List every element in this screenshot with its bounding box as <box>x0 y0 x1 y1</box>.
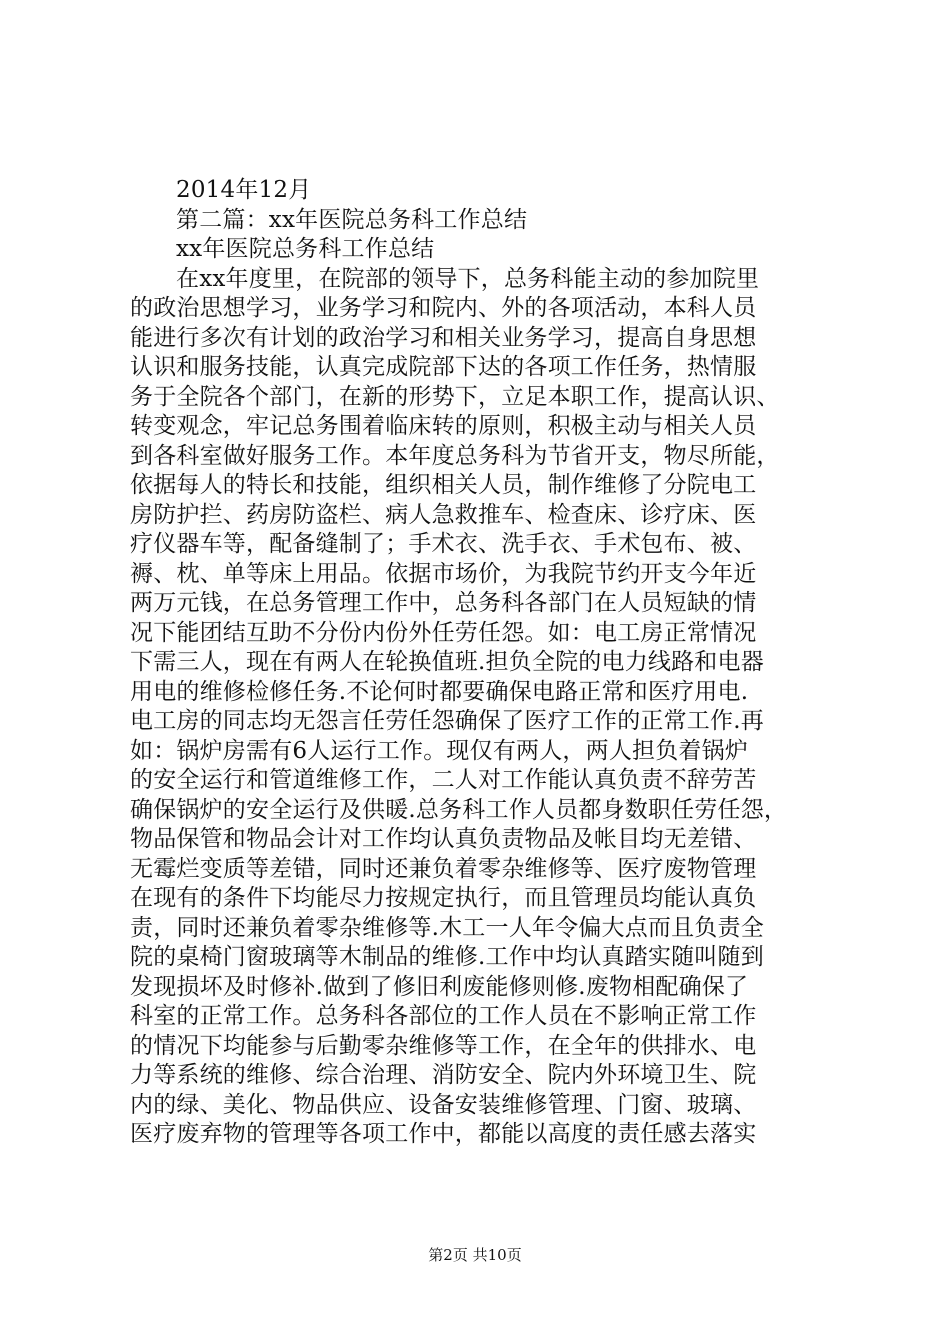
body-line: 到各科室做好服务工作。本年度总务科为节省开支，物尽所能， <box>130 442 780 469</box>
body-line: 况下能团结互助不分份内份外任劳任怨。如：电工房正常情况 <box>130 619 757 646</box>
body-line: 的政治思想学习，业务学习和院内、外的各项活动，本科人员 <box>130 295 757 321</box>
body-line: 用电的维修检修任务.不论何时都要确保电路正常和医疗用电. <box>130 678 749 705</box>
body-line: 认识和服务技能，认真完成院部下达的各项工作任务，热情服 <box>130 354 757 380</box>
body-line: 褥、枕、单等床上用品。依据市场价，为我院节约开支今年近 <box>130 560 757 587</box>
body-line: 无霉烂变质等差错，同时还兼负着零杂维修等、医疗废物管理 <box>130 855 757 882</box>
body-line: 下需三人，现在有两人在轮换值班.担负全院的电力线路和电器 <box>130 649 764 675</box>
body-line: 能进行多次有计划的政治学习和相关业务学习，提高自身思想 <box>130 324 757 351</box>
body-line: 电工房的同志均无怨言任劳任怨确保了医疗工作的正常工作.再 <box>130 708 764 734</box>
document-body <box>130 176 830 1150</box>
date-line: 2014年12月 <box>176 177 312 203</box>
body-line: 责，同时还兼负着零杂维修等.木工一人年令偏大点而且负责全 <box>130 914 764 941</box>
body-line: 医疗废弃物的管理等各项工作中，都能以高度的责任感去落实 <box>130 1121 757 1147</box>
body-line: 的情况下均能参与后勤零杂维修等工作，在全年的供排水、电 <box>130 1032 757 1059</box>
body-line: 科室的正常工作。总务科各部位的工作人员在不影响正常工作 <box>130 1003 757 1029</box>
body-line: 如：锅炉房需有6人运行工作。现仅有两人，两人担负着锅炉 <box>130 737 749 764</box>
body-line: 的安全运行和管道维修工作，二人对工作能认真负责不辞劳苦 <box>130 767 757 793</box>
body-line: 疗仪器车等，配备缝制了；手术衣、洗手衣、手术包布、被、 <box>130 531 757 557</box>
body-line: 物品保管和物品会计对工作均认真负责物品及帐目均无差错、 <box>130 826 757 852</box>
body-line: 发现损坏及时修补.做到了修旧利废能修则修.废物相配确保了 <box>130 973 749 1000</box>
body-paragraph <box>130 265 830 1150</box>
body-line: 确保锅炉的安全运行及供暖.总务科工作人员都身数职任劳任怨， <box>130 796 788 823</box>
body-line: 依据每人的特长和技能，组织相关人员，制作维修了分院电工 <box>130 472 757 498</box>
body-line: 在xx年度里，在院部的领导下，总务科能主动的参加院里 <box>176 265 760 292</box>
body-line: 内的绿、美化、物品供应、设备安装维修管理、门窗、玻璃、 <box>130 1091 757 1118</box>
body-line: 务于全院各个部门，在新的形势下，立足本职工作，提高认识、 <box>130 383 780 410</box>
chapter-heading: 第二篇：xx年医院总务科工作总结 <box>176 206 528 233</box>
body-line: 力等系统的维修、综合治理、消防安全、院内外环境卫生、院 <box>130 1062 757 1088</box>
document-title: xx年医院总务科工作总结 <box>176 236 435 262</box>
body-line: 房防护拦、药房防盗栏、病人急救推车、检查床、诊疗床、医 <box>130 501 757 528</box>
page-footer: 第2页 共10页 <box>428 1246 522 1264</box>
body-line: 在现有的条件下均能尽力按规定执行，而且管理员均能认真负 <box>130 885 757 911</box>
body-line: 转变观念，牢记总务围着临床转的原则，积极主动与相关人员 <box>130 413 757 439</box>
body-line: 两万元钱，在总务管理工作中，总务科各部门在人员短缺的情 <box>130 590 757 616</box>
body-line: 院的桌椅门窗玻璃等木制品的维修.工作中均认真踏实随叫随到 <box>130 944 764 970</box>
